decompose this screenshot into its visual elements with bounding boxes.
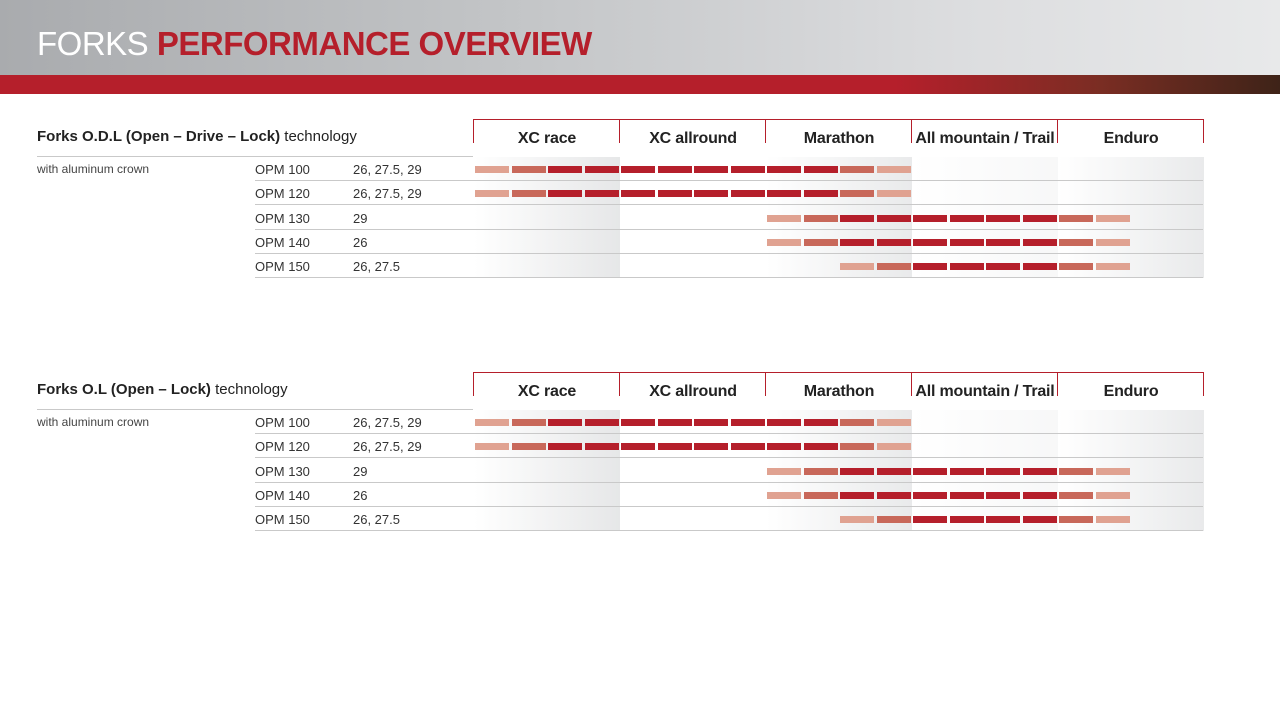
rating-segment [950,215,984,222]
crown-label: with aluminum crown [37,415,150,429]
rating-segment [804,215,838,222]
wheel-sizes: 26, 27.5, 29 [353,162,422,177]
rating-segment [986,239,1020,246]
wheel-sizes: 26, 27.5, 29 [353,439,422,454]
rating-segment [1096,239,1130,246]
model-name: OPM 130 [255,211,310,226]
column-header: All mountain / Trail [912,119,1058,156]
column-header: All mountain / Trail [912,372,1058,409]
wheel-sizes: 26, 27.5 [353,512,400,527]
row-divider [255,277,1203,278]
wheel-sizes: 26, 27.5, 29 [353,415,422,430]
table-row [255,181,1203,205]
rating-segment [475,190,509,197]
rating-segment [1023,239,1057,246]
rating-segment [913,215,947,222]
wheel-sizes: 26 [353,488,368,503]
table-row [255,483,1203,507]
column-header: XC allround [620,372,766,409]
rating-segment [767,443,801,450]
table-row [255,230,1203,254]
rating-segment [986,492,1020,499]
page-title [37,25,592,63]
model-name: OPM 100 [255,415,310,430]
header-bar [0,0,1280,75]
rating-segment [694,443,728,450]
column-header: Enduro [1058,372,1204,409]
rating-segment [804,468,838,475]
rating-segment [585,443,619,450]
rating-segment [1023,468,1057,475]
rating-segment [1023,215,1057,222]
column-divider [765,372,766,396]
rating-segment [621,419,655,426]
rating-segment [767,215,801,222]
rating-segment [913,516,947,523]
section-title-light: technology [280,128,357,145]
rating-segment [548,419,582,426]
rating-segment [548,443,582,450]
column-header: XC allround [620,119,766,156]
rating-segment [840,190,874,197]
rating-segment [877,263,911,270]
rating-segment [475,166,509,173]
rating-segment [1096,516,1130,523]
rating-segment [731,190,765,197]
rating-segment [804,492,838,499]
rating-segment [475,443,509,450]
rating-segment [475,419,509,426]
rating-segment [1096,263,1130,270]
rating-table [255,410,1203,533]
section-title [37,127,357,147]
column-divider [1057,119,1058,143]
rating-segment [950,492,984,499]
rating-segment [658,190,692,197]
rating-segment [1059,516,1093,523]
crown-label: with aluminum crown [37,162,150,176]
rating-segment [913,239,947,246]
wheel-sizes: 26, 27.5, 29 [353,186,422,201]
row-divider [255,457,1203,458]
rating-segment [913,492,947,499]
model-name: OPM 120 [255,439,310,454]
rating-segment [621,443,655,450]
rating-segment [840,239,874,246]
rating-segment [913,263,947,270]
rating-segment [950,468,984,475]
rating-segment [877,492,911,499]
column-divider [619,372,620,396]
rating-segment [840,492,874,499]
rating-segment [840,443,874,450]
rating-segment [767,468,801,475]
header-red-band [0,75,1280,94]
rating-segment [1059,468,1093,475]
rating-segment [767,166,801,173]
column-divider [911,119,912,143]
rating-segment [804,239,838,246]
model-name: OPM 140 [255,488,310,503]
rating-segment [804,443,838,450]
rating-segment [621,190,655,197]
rating-segment [986,215,1020,222]
rating-segment [767,239,801,246]
rating-segment [950,239,984,246]
rating-segment [658,166,692,173]
rating-table [255,157,1203,280]
wheel-sizes: 26, 27.5 [353,259,400,274]
wheel-sizes: 29 [353,464,368,479]
rating-segment [731,443,765,450]
table-row [255,254,1203,278]
column-divider [765,119,766,143]
section-title-bold: Forks O.D.L (Open – Drive – Lock) [37,128,281,145]
rating-segment [877,239,911,246]
wheel-sizes: 29 [353,211,368,226]
rating-segment [512,419,546,426]
page-title-light: FORKS [37,25,149,62]
rating-segment [1059,239,1093,246]
column-header: Marathon [766,372,912,409]
rating-segment [840,215,874,222]
column-divider [1203,119,1204,143]
model-name: OPM 150 [255,512,310,527]
rating-segment [1059,492,1093,499]
performance-section [0,119,1280,279]
table-row [255,157,1203,181]
rating-segment [877,419,911,426]
rating-segment [877,516,911,523]
column-divider [911,372,912,396]
rating-segment [840,263,874,270]
rating-segment [658,443,692,450]
table-row [255,434,1203,458]
section-title-light: technology [210,381,288,398]
row-divider [255,530,1203,531]
rating-segment [877,190,911,197]
rating-segment [1059,215,1093,222]
rating-segment [1059,263,1093,270]
row-divider [255,204,1203,205]
rating-segment [877,468,911,475]
rating-segment [585,190,619,197]
rating-segment [1096,468,1130,475]
rating-segment [658,419,692,426]
rating-segment [840,516,874,523]
rating-segment [585,166,619,173]
rating-segment [731,166,765,173]
column-divider [619,119,620,143]
rating-segment [986,468,1020,475]
rating-segment [804,419,838,426]
rating-segment [512,443,546,450]
rating-segment [731,419,765,426]
rating-segment [694,419,728,426]
rating-segment [767,419,801,426]
rating-segment [512,166,546,173]
rating-segment [840,468,874,475]
wheel-sizes: 26 [353,235,368,250]
model-name: OPM 130 [255,464,310,479]
rating-segment [767,492,801,499]
rating-segment [1096,215,1130,222]
table-row [255,410,1203,434]
rating-segment [804,190,838,197]
rating-segment [767,190,801,197]
model-name: OPM 140 [255,235,310,250]
rating-segment [877,215,911,222]
column-divider [1057,372,1058,396]
rating-segment [548,166,582,173]
column-divider [473,372,474,396]
rating-segment [1096,492,1130,499]
rating-segment [585,419,619,426]
section-title-bold: Forks O.L (Open – Lock) [37,381,211,398]
rating-segment [840,166,874,173]
table-row [255,206,1203,230]
column-divider [473,119,474,143]
rating-segment [877,166,911,173]
rating-segment [621,166,655,173]
section-title [37,380,288,400]
rating-segment [1023,263,1057,270]
table-row [255,459,1203,483]
column-divider [1203,372,1204,396]
performance-section [0,372,1280,532]
rating-segment [950,263,984,270]
rating-segment [986,263,1020,270]
rating-segment [913,468,947,475]
model-name: OPM 100 [255,162,310,177]
column-header: XC race [474,119,620,156]
rating-segment [1023,516,1057,523]
model-name: OPM 120 [255,186,310,201]
rating-segment [694,190,728,197]
table-row [255,507,1203,531]
rating-segment [694,166,728,173]
page-title-bold: PERFORMANCE OVERVIEW [156,25,592,62]
rating-segment [877,443,911,450]
column-header: Enduro [1058,119,1204,156]
column-header: Marathon [766,119,912,156]
rating-segment [986,516,1020,523]
rating-segment [804,166,838,173]
model-name: OPM 150 [255,259,310,274]
rating-segment [840,419,874,426]
column-header: XC race [474,372,620,409]
rating-segment [548,190,582,197]
rating-segment [512,190,546,197]
rating-segment [950,516,984,523]
rating-segment [1023,492,1057,499]
